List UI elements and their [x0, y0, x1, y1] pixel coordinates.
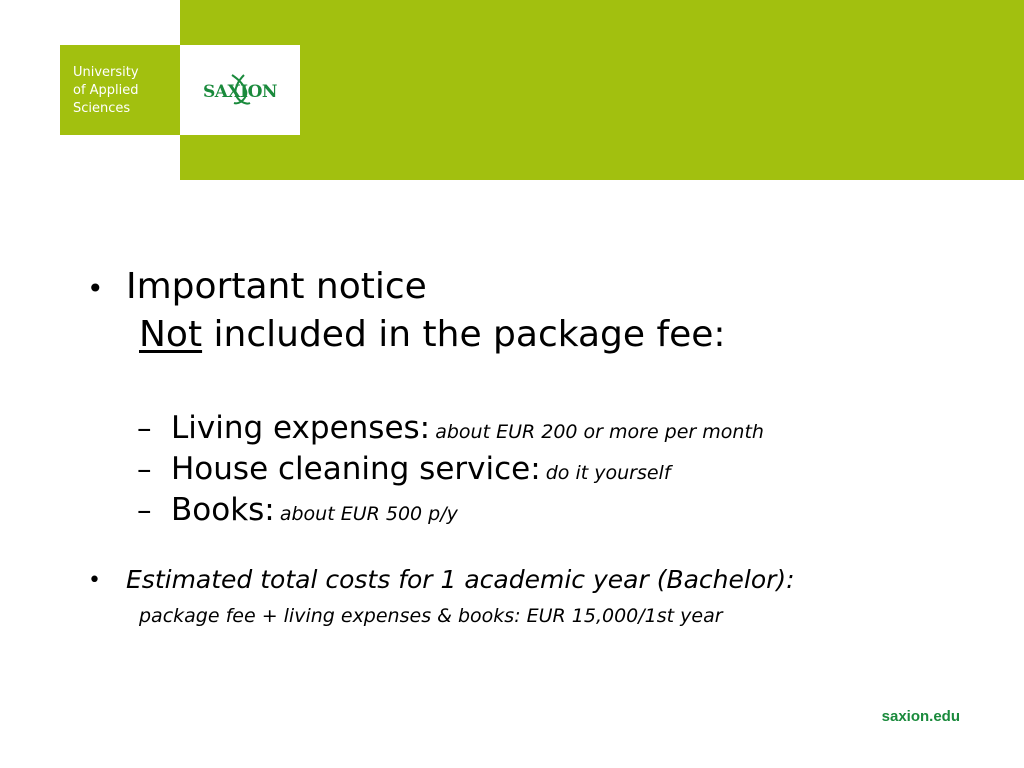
list-item: [137, 409, 764, 452]
list-item: [137, 450, 671, 493]
item-label: Living expenses:: [171, 410, 431, 446]
institution-label: University of Applied Sciences: [73, 65, 139, 116]
list-item: [137, 491, 458, 534]
logo-text: SAXION: [203, 82, 277, 102]
item-label: House cleaning service:: [171, 451, 541, 487]
institution-block: [60, 45, 180, 135]
dash-icon: –: [137, 411, 152, 445]
item-note: about EUR 200 or more per month: [435, 421, 764, 443]
item-note: about EUR 500 p/y: [279, 503, 458, 525]
item-note: do it yourself: [545, 462, 671, 484]
not-included-text: included in the package fee:: [202, 314, 726, 355]
footer-url: saxion.edu: [881, 708, 960, 725]
bullet-icon: •: [88, 568, 101, 593]
not-included-heading: [139, 313, 726, 357]
logo-mark-icon: [180, 45, 300, 135]
item-label: Books:: [171, 492, 275, 528]
notice-title: Important notice: [126, 266, 427, 307]
dash-icon: –: [137, 452, 152, 486]
saxion-logo: [180, 45, 300, 135]
not-word: Not: [139, 314, 203, 355]
header-band: [180, 0, 1024, 180]
estimate-detail: package fee + living expenses & books: EUR 15,000/1st year: [139, 605, 723, 627]
dash-icon: –: [137, 493, 152, 527]
bullet-icon: •: [87, 272, 104, 305]
estimate-title: Estimated total costs for 1 academic year (Bachelor):: [126, 565, 795, 594]
